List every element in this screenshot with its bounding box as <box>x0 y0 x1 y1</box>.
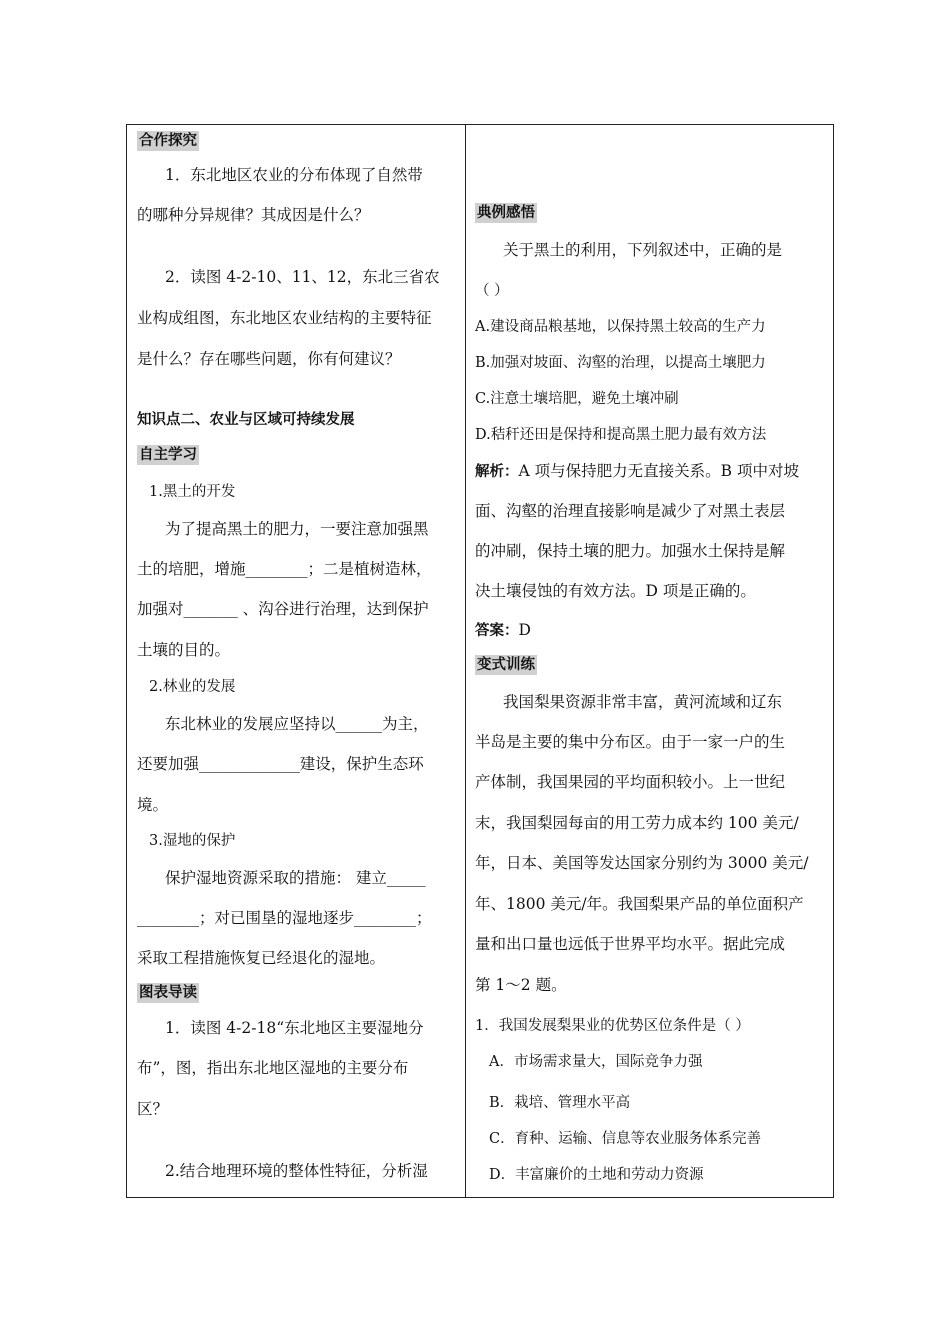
passage-text: 年，日本、美国等发达国家分别约为 3000 美元/ <box>475 854 809 872</box>
worksheet-table <box>126 124 834 1198</box>
passage-text: 第 1～2 题。 <box>475 976 567 994</box>
mc-option-c: C．育种、运输、信息等农业服务体系完善 <box>489 1131 762 1147</box>
inquiry-question-2-cont: 是什么？存在哪些问题，你有何建议？ <box>137 350 401 368</box>
inquiry-question-2-cont: 业构成组图，东北地区农业结构的主要特征 <box>137 309 432 327</box>
example-option-b: B.加强对坡面、沟壑的治理，以提高土壤肥力 <box>475 355 766 371</box>
answer-label: 答案： <box>475 623 519 639</box>
forestry-text: 还要加强_____________建设，保护生态环 <box>137 755 424 773</box>
subtopic-forestry: 2.林业的发展 <box>149 679 236 695</box>
passage-text: 产体制，我国果园的平均面积较小。上一世纪 <box>475 773 786 791</box>
heading-knowledge-point-2: 知识点二、农业与区域可持续发展 <box>137 412 355 428</box>
example-option-a: A.建设商品粮基地，以保持黑土较高的生产力 <box>475 319 766 335</box>
analysis-text: 决土壤侵蚀的有效方法。D 项是正确的。 <box>475 582 756 600</box>
example-answer-blank: （ ） <box>475 283 509 299</box>
black-soil-text: 加强对_______ 、沟谷进行治理，达到保护 <box>137 600 429 618</box>
analysis-line <box>475 461 799 482</box>
chart-question-1-cont: 布”，图，指出东北地区湿地的主要分布 <box>137 1059 409 1077</box>
analysis-text: A 项与保持肥力无直接关系。B 项中对坡 <box>518 462 799 480</box>
mc-question-1: 1．我国发展梨果业的优势区位条件是（ ） <box>475 1018 750 1034</box>
black-soil-text: 土壤的目的。 <box>137 641 231 659</box>
heading-cooperative-inquiry: 合作探究 <box>139 133 197 149</box>
chart-question-1: 1．读图 4-2-18“东北地区主要湿地分 <box>165 1019 424 1037</box>
heading-chart-reading: 图表导读 <box>139 985 197 1001</box>
example-option-c: C.注意土壤培肥，避免土壤冲刷 <box>475 391 679 407</box>
analysis-label: 解析： <box>475 464 519 480</box>
heading-variant-training: 变式训练 <box>477 657 535 673</box>
mc-option-d: D．丰富廉价的土地和劳动力资源 <box>489 1167 704 1183</box>
heading-self-study: 自主学习 <box>139 447 197 463</box>
answer-line <box>475 620 531 641</box>
wetland-text: 采取工程措施恢复已经退化的湿地。 <box>137 949 386 967</box>
mc-option-a: A．市场需求量大，国际竞争力强 <box>489 1054 703 1070</box>
subtopic-black-soil: 1.黑土的开发 <box>149 484 236 500</box>
column-divider <box>465 125 466 1197</box>
analysis-text: 面、沟壑的治理直接影响是减少了对黑土表层 <box>475 502 786 520</box>
wetland-text: ________；对已围垦的湿地逐步________； <box>137 909 432 927</box>
passage-text: 量和出口量也远低于世界平均水平。据此完成 <box>475 935 786 953</box>
example-option-d: D.秸秆还田是保持和提高黑土肥力最有效方法 <box>475 427 767 443</box>
chart-question-2: 2.结合地理环境的整体性特征，分析湿 <box>165 1162 428 1180</box>
black-soil-text: 为了提高黑土的肥力，一要注意加强黑 <box>165 520 429 538</box>
answer-value: D <box>518 621 531 639</box>
analysis-text: 的冲刷，保持土壤的肥力。加强水土保持是解 <box>475 542 786 560</box>
forestry-text: 东北林业的发展应坚持以______为主， <box>165 715 429 733</box>
inquiry-question-1-cont: 的哪种分异规律？其成因是什么？ <box>137 206 370 224</box>
example-question: 关于黑土的利用，下列叙述中，正确的是 <box>503 241 783 259</box>
inquiry-question-2: 2．读图 4-2-10、11、12，东北三省农 <box>165 268 440 286</box>
chart-question-1-cont: 区？ <box>137 1100 169 1118</box>
mc-option-b: B．栽培、管理水平高 <box>489 1095 631 1111</box>
black-soil-text: 土的培肥，增施________；二是植树造林， <box>137 560 432 578</box>
inquiry-question-1: 1．东北地区农业的分布体现了自然带 <box>165 166 423 184</box>
subtopic-wetland: 3.湿地的保护 <box>149 833 236 849</box>
passage-text: 我国梨果资源非常丰富，黄河流域和辽东 <box>503 693 783 711</box>
passage-text: 末，我国梨园每亩的用工劳力成本约 100 美元/ <box>475 814 799 832</box>
wetland-text: 保护湿地资源采取的措施： 建立_____ <box>165 869 426 887</box>
passage-text: 半岛是主要的集中分布区。由于一家一户的生 <box>475 733 786 751</box>
forestry-text: 境。 <box>137 796 169 814</box>
passage-text: 年、1800 美元/年。我国梨果产品的单位面积产 <box>475 895 804 913</box>
heading-example: 典例感悟 <box>477 205 535 221</box>
